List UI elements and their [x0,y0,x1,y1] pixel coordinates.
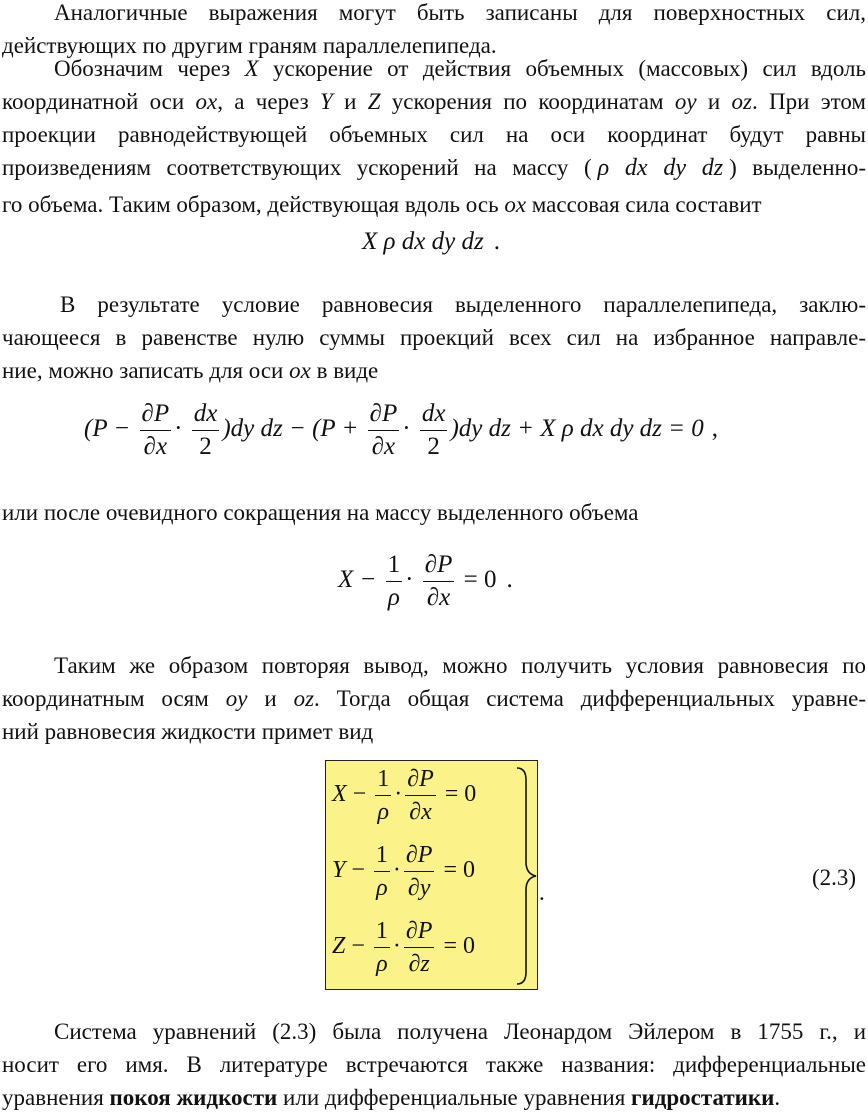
text-line: координатным осям oy и oz. Тогда общая система дифференциальных уравне- [2,686,867,711]
formula-mass-force: X ρ dx dy dz . [362,228,500,255]
fraction: $\frac{\partial P}{\partial x}$ [423,549,455,614]
system-dot: . [539,880,545,905]
euler-system-box [325,760,538,990]
right-brace-icon [514,766,540,986]
paragraph-body-forces [2,52,866,221]
inline-formula: ρ dx dy dz [597,155,724,181]
fraction: $\frac{\partial P}{\partial x}$ [368,398,400,463]
paragraph-reduction [2,496,866,529]
equation-row-z: Z − $\frac{1}{\rho}$ · $\frac{\partial P}{\partial z}$ = 0 [332,915,475,980]
text-line: носит его имя. В литературе встречаются также названия: дифференциальные [2,1052,866,1077]
fraction: $\frac{dx}{2}$ [192,398,220,463]
text-line: или после очевидного сокращения на массу выделенного объема [2,500,639,525]
paragraph-euler [2,1015,866,1114]
formula-reduced: X − $\frac{1}{\rho}$ · $\frac{\partial P}{\partial x}$ = 0 . [338,549,513,614]
text-line: действующих по другим граням параллелепипеда. [2,33,497,58]
text-line: В результате условие равновесия выделенного параллелепипеда, заклю- [60,292,866,317]
equation-row-x: X − $\frac{1}{\rho}$ · $\frac{\partial P}{\partial x}$ = 0 [332,763,476,828]
text-line: Аналогичные выражения могут быть записаны для поверхностных сил, [54,0,866,25]
text-line: координатной оси ox, а через Y и Z ускорения по координатам oy и oz. При этом [2,89,866,114]
text-line: Система уравнений (2.3) была получена Леонардом Эйлером в 1755 г., и [54,1019,866,1044]
text-line: чающееся в равенстве нулю суммы проекций всех сил на избранное направле- [2,325,866,350]
text-line: ний равновесия жидкости примет вид [2,719,374,744]
text-line: Обозначим через X ускорение от действия объемных (массовых) сил вдоль [54,56,866,81]
text-line: Таким же образом повторяя вывод, можно получить условия равновесия по [54,653,866,678]
fraction: $\frac{\partial P}{\partial x}$ [140,398,172,463]
text-line: произведениям соответствующих ускорений на массу ( ρ dx dy dz ) выделенно- [2,155,866,181]
fraction: $\frac{1}{\rho}$ [386,549,403,614]
paragraph-system-intro [2,649,866,748]
text-line: уравнения покоя жидкости или дифференциальные уравнения гидростатики. [2,1085,781,1110]
text-line: го объема. Таким образом, действующая вдоль ось ox массовая сила составит [2,192,762,217]
paragraph-equilibrium [2,288,866,387]
equation-row-y: Y − $\frac{1}{\rho}$ · $\frac{\partial P}{\partial y}$ = 0 [332,839,475,904]
text-line: ние, можно записать для оси ox в виде [2,358,379,383]
formula-equilibrium-ox: (P − $\frac{\partial P}{\partial x}$ · $\frac{dx}{2}$ )dy dz − (P + $\frac{\partial P}{\partial x}$ · $\frac{dx}{2}$ )dy dz + X ρ dx dy dz = 0 , [84,398,718,463]
equation-number: (2.3) [812,865,857,890]
fraction: $\frac{dx}{2}$ [420,398,448,463]
text-line: проекции равнодействующей объемных сил на оси координат будут равны [2,122,866,147]
